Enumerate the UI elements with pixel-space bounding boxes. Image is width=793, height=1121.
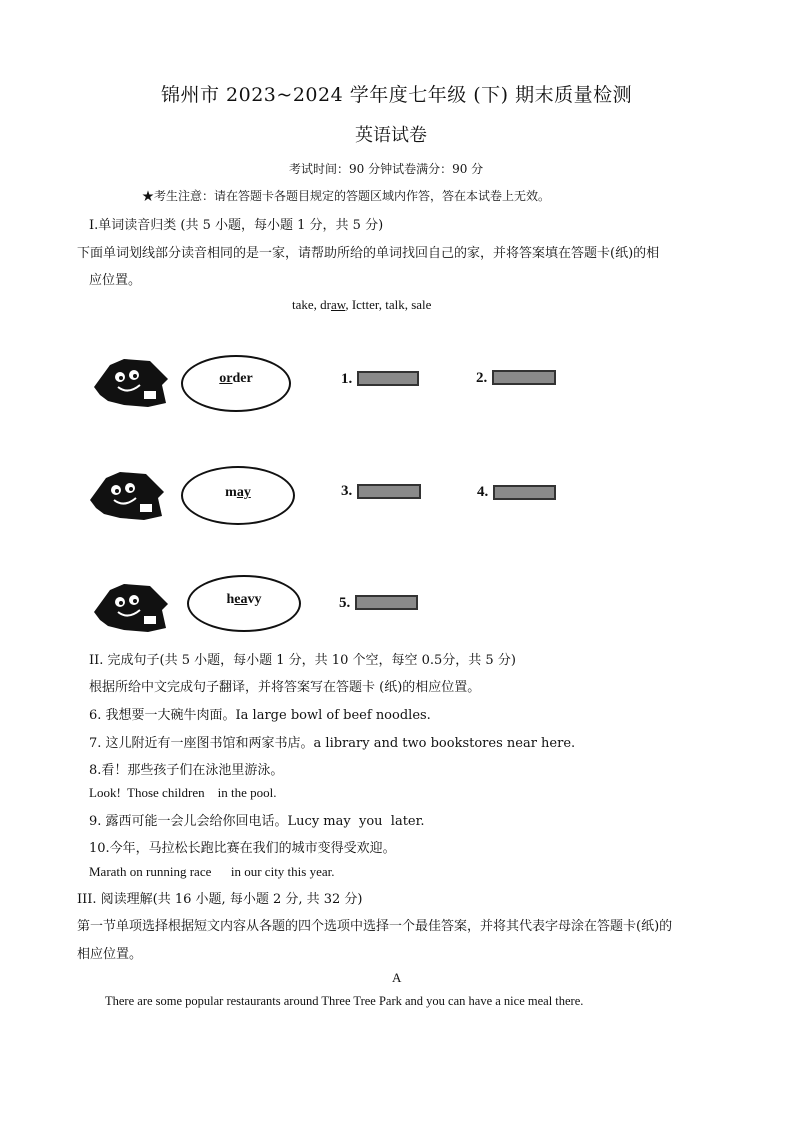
- house-icon: [88, 580, 174, 636]
- answer-label: 2.: [476, 370, 488, 386]
- house-word: order: [219, 371, 253, 386]
- answer-box[interactable]: [357, 484, 421, 499]
- passage-first-line: There are some popular restaurants around Three Tree Park and you can have a nice meal there.: [105, 994, 584, 1008]
- answer-label: 1.: [341, 371, 353, 387]
- answer-label: 5.: [339, 595, 351, 611]
- exam-notice: ★考生注意：请在答题卡各题目规定的答题区域内作答，答在本试卷上无效。: [142, 189, 551, 203]
- section3-instruction-line1: 第一节单项选择根据短文内容从各题的四个选项中选择一个最佳答案，并将其代表字母涂在答题卡(纸)的: [77, 919, 673, 934]
- answer-box[interactable]: [492, 370, 556, 385]
- section1-heading: I.单词读音归类 (共 5 小题，每小题 1 分，共 5 分): [89, 218, 384, 233]
- word-oval: [187, 575, 301, 632]
- section3-instruction-line2: 相应位置。: [77, 947, 143, 962]
- answer-label: 3.: [341, 483, 353, 499]
- exam-info: 考试时间：90 分钟试卷满分：90 分: [289, 162, 484, 176]
- house-word: heavy: [226, 592, 262, 607]
- page-title: 锦州市 2023~2024 学年度七年级 (下) 期末质量检测: [161, 84, 633, 106]
- answer-box[interactable]: [355, 595, 418, 610]
- question-6: 6. 我想要一大碗牛肉面。Ia large bowl of beef noodles.: [89, 708, 431, 723]
- word-oval: [181, 355, 291, 412]
- house-word: may: [225, 485, 251, 500]
- section2-instruction: 根据所给中文完成句子翻译，并将答案写在答题卡 (纸)的相应位置。: [89, 680, 481, 695]
- answer-box[interactable]: [493, 485, 556, 500]
- question-8-en: Look! Those children in the pool.: [89, 785, 277, 800]
- question-8-cn: 8.看！那些孩子们在泳池里游泳。: [89, 763, 284, 778]
- house-icon: [84, 468, 170, 524]
- house-icon: [88, 355, 174, 411]
- question-10-cn: 10.今年，马拉松长跑比赛在我们的城市变得受欢迎。: [89, 841, 396, 856]
- word-list: take, draw, Ictter, talk, sale: [292, 297, 432, 312]
- page-subtitle: 英语试卷: [355, 125, 427, 146]
- section2-heading: II. 完成句子(共 5 小题，每小题 1 分，共 10 个空，每空 0.5分，共 5 分): [89, 653, 516, 668]
- passage-label: A: [392, 970, 402, 985]
- section3-heading: III. 阅读理解(共 16 小题, 每小题 2 分, 共 32 分): [77, 892, 363, 907]
- section1-instruction-line2: 应位置。: [89, 273, 142, 288]
- answer-box[interactable]: [357, 371, 419, 386]
- word-oval: [181, 466, 295, 525]
- section1-instruction-line1: 下面单词划线部分读音相同的是一家，请帮助所给的单词找回自己的家，并将答案填在答题卡(纸)的相: [77, 246, 660, 261]
- question-7: 7. 这儿附近有一座图书馆和两家书店。a library and two bookstores near here.: [89, 736, 576, 751]
- question-9: 9. 露西可能一会儿会给你回电话。Lucy may you later.: [89, 814, 425, 829]
- question-10-en: Marath on running race in our city this year.: [89, 864, 335, 879]
- answer-label: 4.: [477, 484, 489, 500]
